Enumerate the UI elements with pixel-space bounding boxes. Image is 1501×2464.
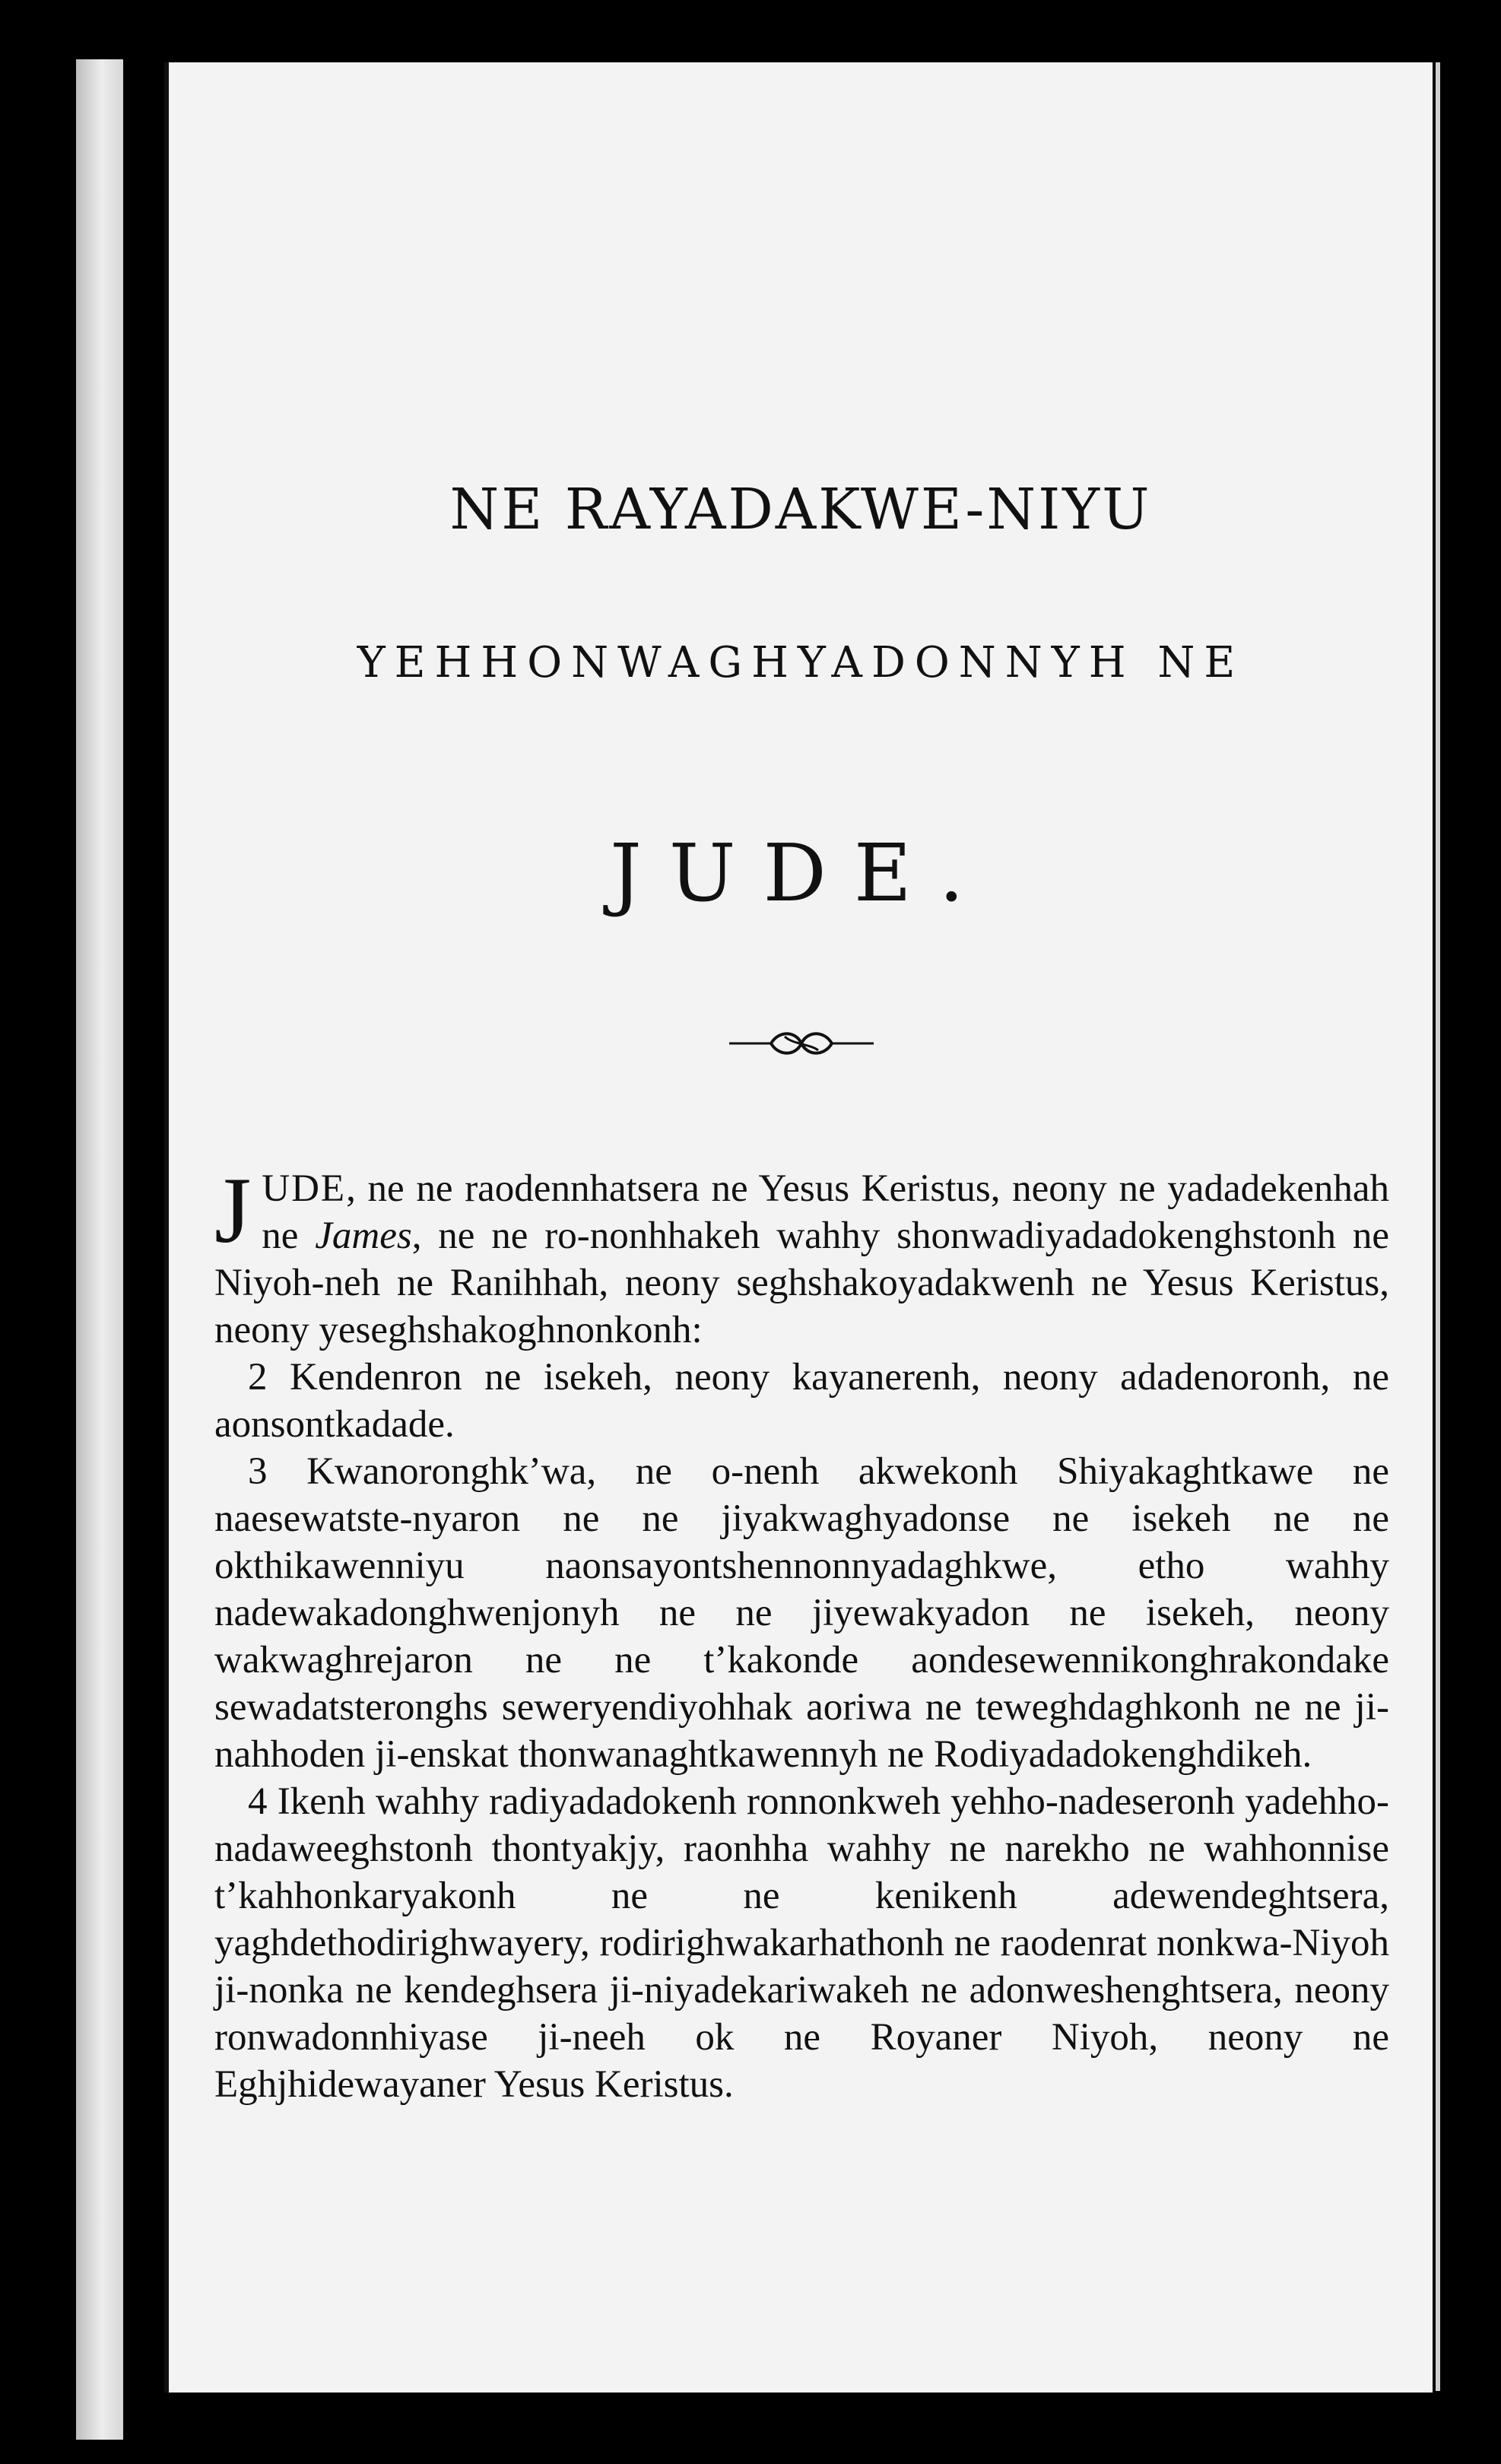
verse-4: 4 Ikenh wahhy radiyadadokenh ronnonkweh yehho-nadeseronh yadehho-nadaweeghstonh thontyakjy, raonhha wahhy ne narekho ne wahhonnise t’kahhonkaryakonh ne ne kenikenh adewendeghtsera, yaghdethodirighwayery, rodirighwakarhathonh ne raodenrat nonkwa-Niyoh ji-nonka ne kendeghsera ji-niyadekariwakeh ne adonweshenghtsera, neony ronwadonnhiyase ji-neeh ok ne Royaner Niyoh, neony ne Eghjhidewayaner Yesus Keristus.	[214, 1780, 1389, 2106]
verse-1	[214, 1158, 1389, 1354]
verse-1-lead: UDE	[262, 1167, 347, 1210]
verse-2: 2 Kendenron ne isekeh, neony kayanerenh, neony adadenoronh, ne aonsontkadade.	[214, 1356, 1389, 1446]
page-title: NE RAYADAKWE-NIYU	[449, 477, 1152, 542]
page	[164, 62, 1433, 2393]
scripture-text	[214, 1158, 1389, 2108]
verse-1-text-a: , ne ne raodennhatsera ne Yesus Keristus, neony ne yadadekenhah ne	[262, 1167, 1389, 1257]
page-right-edge	[1436, 62, 1440, 2391]
page-subtitle: YEHHONWAGHYADONNYH NE	[357, 638, 1245, 687]
verse-1-text-b: , ne ne ro-nonhhakeh wahhy shonwadiyadadokenghstonh ne Niyoh-neh ne Ranihhah, neony seghshakoyadakwenh ne Yesus Keristus, neony yeseghshakoghnonkonh:	[214, 1215, 1389, 1351]
ornament-flourish-icon	[725, 1024, 877, 1062]
drop-cap: J	[214, 1158, 252, 1262]
verse-1-italic-name: James	[315, 1215, 412, 1257]
facing-page-edge	[76, 59, 123, 2440]
verse-3: 3 Kwanoronghk’wa, ne o-nenh akwekonh Shiyakaghtkawe ne naesewatste-nyaron ne ne jiyakwaghyadonse ne isekeh ne ne okthikawenniyu naonsayontshennonnyadaghkwe, etho wahhy nadewakadonghwenjonyh ne ne jiyewakyadon ne isekeh, neony wakwaghrejaron ne ne t’kakonde aondesewennikonghrakondake sewadatsteronghs seweryendiyohhak aoriwa ne teweghdaghkonh ne ne ji-nahhoden ji-enskat thonwanaghtkawennyh ne Rodiyadadokenghdikeh.	[214, 1450, 1389, 1776]
book-title: JUDE.	[610, 827, 992, 919]
